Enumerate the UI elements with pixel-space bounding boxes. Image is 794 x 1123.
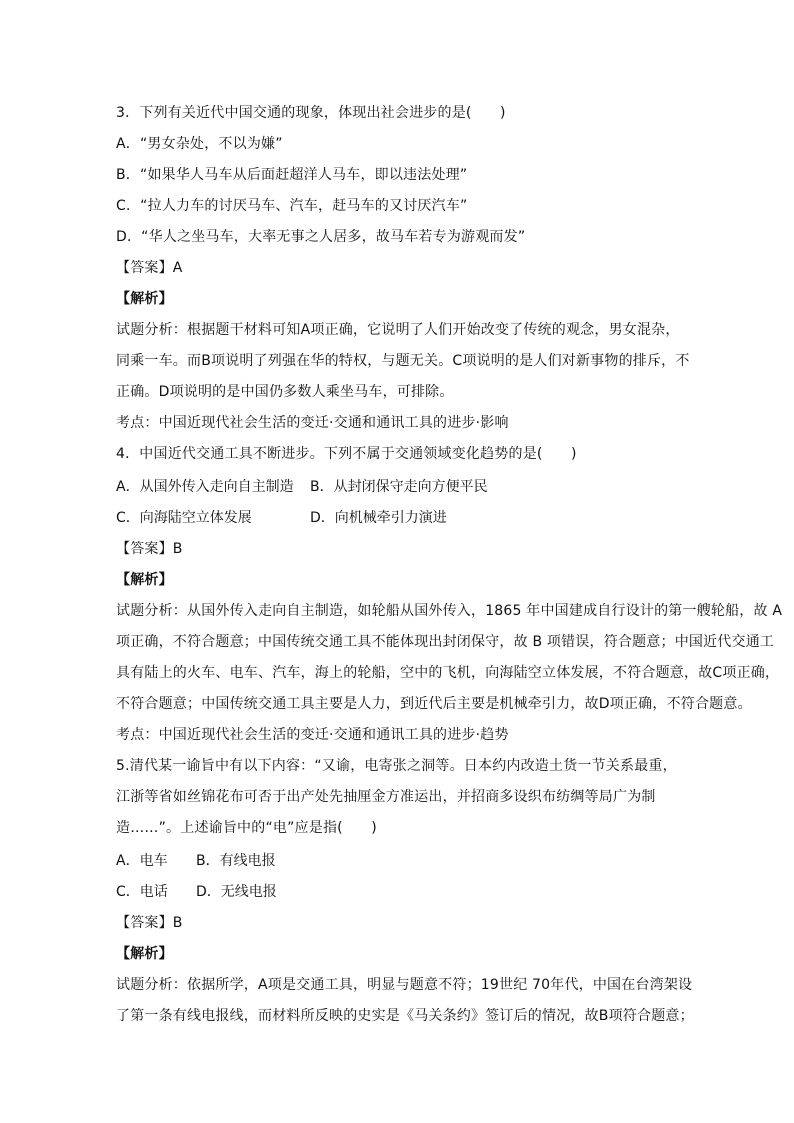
q3-keypoint: 考点：中国近现代社会生活的变迁·交通和通讯工具的进步·影响	[116, 415, 509, 431]
q4-keypoint: 考点：中国近现代社会生活的变迁·交通和通讯工具的进步·趋势	[116, 727, 509, 743]
q4-stem: 4．中国近代交通工具不断进步。下列不属于交通领域变化趋势的是( )	[116, 446, 577, 462]
q5-analysis-line-2: 了第一条有线电报线，而材料所反映的史实是《马关条约》签订后的情况，故B项符合题意；	[116, 1008, 694, 1024]
q4-analysis-heading: 【解析】	[116, 572, 173, 588]
q4-analysis-line-2: 项正确，不符合题意；中国传统交通工具不能体现出封闭保守，故 B 项错误，符合题意；中国近代交通工	[116, 634, 775, 650]
q5-stem-line-3: 造……”。上述谕旨中的“电”应是指( )	[116, 820, 377, 836]
q4-option-d: D．向机械牵引力演进	[310, 510, 447, 526]
q5-options-row-2	[116, 883, 277, 901]
q5-answer: 【答案】B	[116, 915, 183, 931]
q4-analysis-line-4: 不符合题意；中国传统交通工具主要是人力，到近代后主要是机械牵引力，故D项正确，不符合题意。	[116, 696, 752, 712]
q3-analysis-heading: 【解析】	[116, 291, 173, 307]
q3-analysis-line-2: 同乘一车。而B项说明了列强在华的特权，与题无关。C项说明的是人们对新事物的排斥，不	[116, 353, 690, 369]
q4-option-c: C．向海陆空立体发展	[116, 510, 252, 526]
q4-answer: 【答案】B	[116, 541, 183, 557]
q5-options-row-1	[116, 852, 276, 870]
q5-stem-line-1: 5.清代某一谕旨中有以下内容：“又谕，电寄张之洞等。日本约内改造土货一节关系最重，	[116, 758, 677, 774]
q5-option-b: B．有线电报	[196, 853, 276, 869]
q3-analysis-line-3: 正确。D项说明的是中国仍多数人乘坐马车，可排除。	[116, 384, 454, 400]
q5-analysis-heading: 【解析】	[116, 946, 173, 962]
q5-stem-line-2: 江浙等省如丝锦花布可否于出产处先抽厘金方准运出，并招商多设织布纺绸等局广为制	[116, 789, 656, 805]
q5-option-c: C．电话	[116, 884, 168, 900]
q3-option-a: A．“男女杂处，不以为嫌”	[116, 136, 283, 152]
q3-stem: 3．下列有关近代中国交通的现象，体现出社会进步的是( )	[116, 105, 506, 121]
q4-options-row-2	[116, 509, 447, 527]
q4-option-a: A．从国外传入走向自主制造	[116, 479, 294, 495]
q4-analysis-line-1: 试题分析：从国外传入走向自主制造，如轮船从国外传入，1865 年中国建成自行设计的第一艘轮船，故 A	[116, 603, 783, 619]
q3-answer: 【答案】A	[116, 260, 183, 276]
q4-analysis-line-3: 具有陆上的火车、电车、汽车，海上的轮船，空中的飞机，向海陆空立体发展，不符合题意，故C项正确，	[116, 665, 780, 681]
q5-option-a: A．电车	[116, 853, 168, 869]
q3-analysis-line-1: 试题分析：根据题干材料可知A项正确，它说明了人们开始改变了传统的观念，男女混杂，	[116, 322, 680, 338]
q4-option-b: B．从封闭保守走向方便平民	[310, 479, 488, 495]
q5-analysis-line-1: 试题分析：依据所学，A项是交通工具，明显与题意不符；19世纪 70年代，中国在台湾架设	[116, 977, 693, 993]
q3-option-c: C．“拉人力车的讨厌马车、汽车，赶马车的又讨厌汽车”	[116, 198, 468, 214]
q5-option-d: D．无线电报	[196, 884, 277, 900]
q4-options-row-1	[116, 478, 488, 496]
q3-option-d: D．“华人之坐马车，大率无事之人居多，故马车若专为游观而发”	[116, 229, 526, 245]
q3-option-b: B．“如果华人马车从后面赶超洋人马车，即以违法处理”	[116, 167, 468, 183]
